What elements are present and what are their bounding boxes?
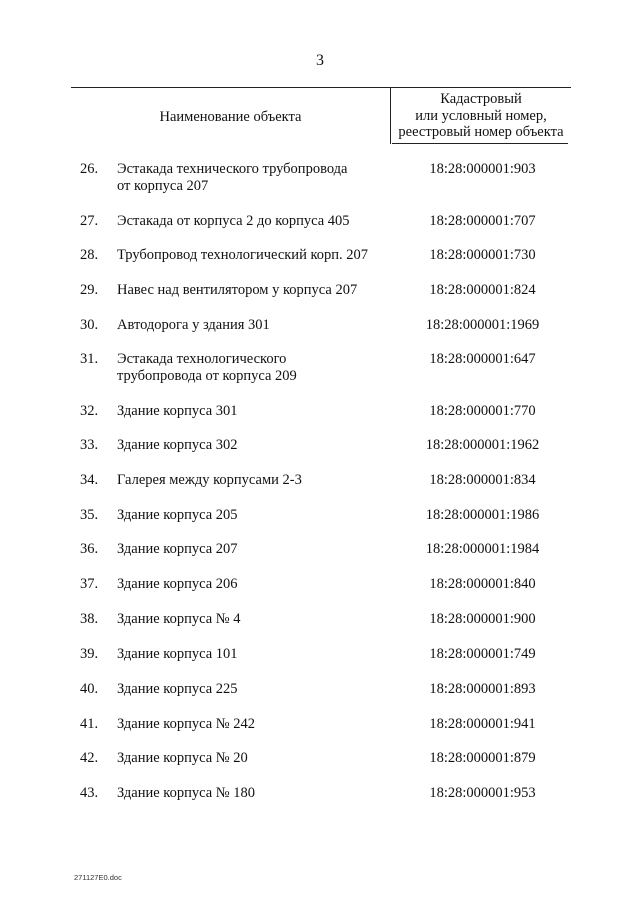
row-cadastral-number: 18:28:000001:1962: [425, 437, 540, 453]
row-object-name-line: трубопровода от корпуса 209: [117, 368, 297, 384]
row-object-name: [117, 472, 392, 489]
row-object-name: [117, 541, 392, 558]
row-object-name: [117, 247, 392, 264]
row-cadastral-number: 18:28:000001:707: [429, 213, 536, 229]
row-cadastral-number: 18:28:000001:730: [429, 247, 536, 263]
row-cadastral-number: 18:28:000001:1986: [425, 507, 540, 523]
row-object-name: [117, 611, 392, 628]
row-object-name: [117, 317, 392, 334]
row-object-name-line: Трубопровод технологический корп. 207: [117, 247, 369, 263]
row-cadastral-number: 18:28:000001:903: [429, 161, 536, 177]
row-object-name: [117, 161, 392, 195]
row-cadastral-number: 18:28:000001:770: [429, 403, 536, 419]
row-number: 30.: [80, 317, 99, 333]
row-number: 42.: [80, 750, 99, 766]
row-object-name: [117, 646, 392, 663]
footer-filename: 271127E0.doc: [74, 873, 122, 882]
row-number: 40.: [80, 681, 99, 697]
row-number: 43.: [80, 785, 99, 801]
row-object-name-line: Здание корпуса № 20: [117, 750, 248, 766]
row-cadastral-number: 18:28:000001:840: [429, 576, 536, 592]
row-cadastral-number: 18:28:000001:749: [429, 646, 536, 662]
row-object-name-line: Автодорога у здания 301: [117, 317, 270, 333]
row-object-name-line: Здание корпуса 225: [117, 681, 238, 697]
row-number: 34.: [80, 472, 99, 488]
row-object-name-line: Эстакада технического трубопровода: [117, 161, 348, 177]
row-cadastral-number: 18:28:000001:879: [429, 750, 536, 766]
row-number: 32.: [80, 403, 99, 419]
row-number: 29.: [80, 282, 99, 298]
header-cadastral-line-2: или условный номер,: [415, 107, 547, 124]
row-object-name-line: от корпуса 207: [117, 178, 209, 194]
header-cadastral-line-1: Кадастровый: [440, 91, 522, 107]
row-number: 31.: [80, 351, 99, 367]
row-cadastral-number: 18:28:000001:824: [429, 282, 536, 298]
header-cadastral-line-3: реестровый номер объекта: [398, 124, 564, 140]
row-cadastral-number: 18:28:000001:900: [429, 611, 536, 627]
row-object-name: [117, 576, 392, 593]
row-number: 28.: [80, 247, 99, 263]
row-object-name-line: Эстакада от корпуса 2 до корпуса 405: [117, 213, 350, 229]
row-object-name-line: Эстакада технологического: [117, 351, 287, 367]
page-number: 3: [316, 52, 324, 69]
row-cadastral-number: 18:28:000001:941: [429, 716, 536, 732]
row-number: 37.: [80, 576, 99, 592]
row-number: 26.: [80, 161, 99, 177]
row-cadastral-number: 18:28:000001:953: [429, 785, 536, 801]
row-object-name-line: Здание корпуса 206: [117, 576, 238, 592]
row-object-name: [117, 403, 392, 420]
row-number: 33.: [80, 437, 99, 453]
row-object-name: [117, 437, 392, 454]
row-number: 41.: [80, 716, 99, 732]
row-object-name-line: Здание корпуса № 4: [117, 611, 241, 627]
row-cadastral-number: 18:28:000001:1984: [425, 541, 540, 557]
row-cadastral-number: 18:28:000001:834: [429, 472, 536, 488]
row-number: 27.: [80, 213, 99, 229]
row-object-name-line: Здание корпуса 207: [117, 541, 238, 557]
row-object-name-line: Здание корпуса № 180: [117, 785, 255, 801]
row-object-name-line: Здание корпуса 301: [117, 403, 238, 419]
row-object-name-line: Здание корпуса 205: [117, 507, 238, 523]
row-number: 39.: [80, 646, 99, 662]
row-number: 38.: [80, 611, 99, 627]
header-name-column: Наименование объекта: [159, 109, 302, 125]
row-object-name: [117, 716, 392, 733]
row-number: 36.: [80, 541, 99, 557]
row-cadastral-number: 18:28:000001:893: [429, 681, 536, 697]
row-object-name: [117, 213, 392, 230]
row-object-name-line: Галерея между корпусами 2-3: [117, 472, 302, 488]
row-cadastral-number: 18:28:000001:1969: [425, 317, 540, 333]
row-object-name-line: Здание корпуса 101: [117, 646, 238, 662]
row-object-name: [117, 681, 392, 698]
row-object-name-line: Навес над вентилятором у корпуса 207: [117, 282, 358, 298]
row-cadastral-number: 18:28:000001:647: [429, 351, 536, 367]
row-object-name-line: Здание корпуса 302: [117, 437, 238, 453]
row-object-name: [117, 785, 392, 802]
row-object-name: [117, 507, 392, 524]
row-object-name-line: Здание корпуса № 242: [117, 716, 255, 732]
row-object-name: [117, 750, 392, 767]
row-object-name: [117, 282, 392, 299]
row-number: 35.: [80, 507, 99, 523]
row-object-name: [117, 351, 392, 385]
